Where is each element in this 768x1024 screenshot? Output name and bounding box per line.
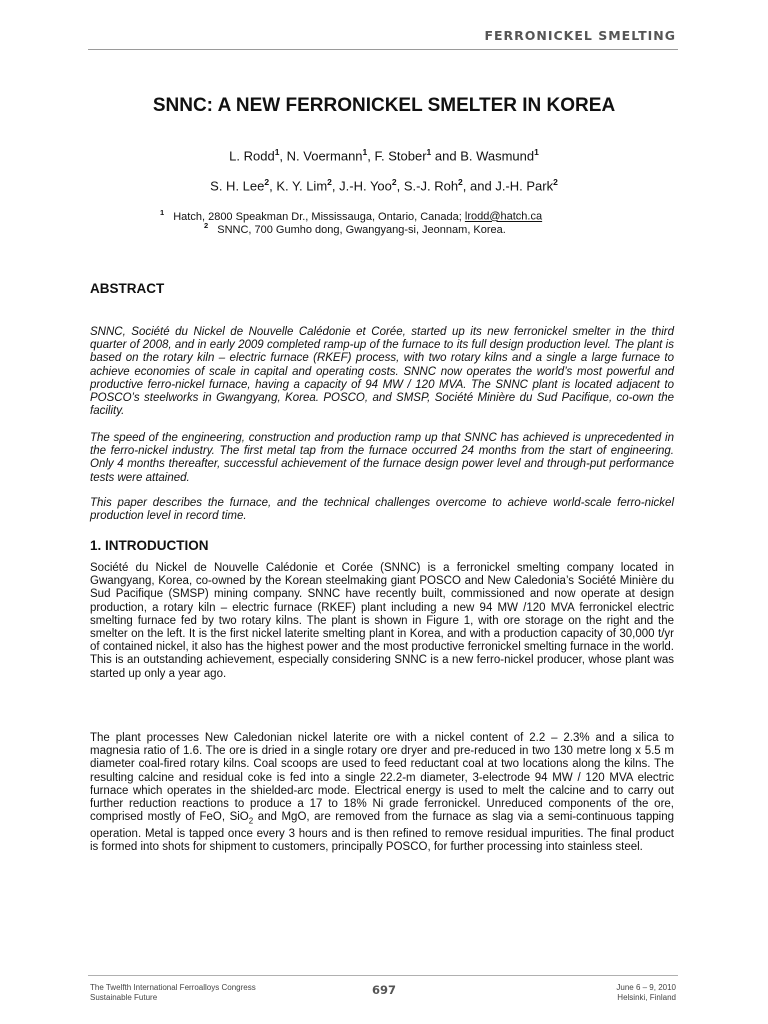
abstract-paragraph-2: The speed of the engineering, construction and production ramp up that SNNC has achieved is unprecedented in the ferro-nickel industry. The first metal tap from the furnace occurred 24 months from the start of engineering. Only 4 months thereafter, successful achievement of the furnace design power level and through-put performance tests were attained. (90, 432, 674, 484)
footer-rule (88, 975, 678, 976)
introduction-paragraph-2-part-2: and MgO, are removed from the furnace as slag via a semi-continuous tapping operation. Metal is tapped once every 3 hours and is then refined to remove residual impurities. The final product is formed into shots for shipment to customers, principally POSCO, for further processing into stainless steel. (90, 811, 674, 853)
footer-congress: The Twelfth International Ferroalloys Congress (90, 983, 256, 992)
authors-line-1: L. Rodd$^1$, N. Voermann$^1$, F. Stober$^1$ and B. Wasmund$^1$ (229, 147, 539, 164)
affiliation-2-text: SNNC, 700 Gumho dong, Gwangyang-si, Jeonnam, Korea. (217, 223, 506, 236)
author-line1-affiliation-marker-0: 1 (274, 147, 280, 157)
author-line1-affiliation-marker-3: 1 (534, 147, 539, 157)
page-number: 697 (371, 983, 396, 997)
author-line2-name-4: J.-H. Park (495, 178, 554, 194)
introduction-paragraph-2 (90, 732, 674, 854)
abstract-paragraph-1: SNNC, Société du Nickel de Nouvelle Calédonie et Corée, started up its new ferronickel smelter in the third quarter of 2008, and in early 2009 completed ramp-up of the furnace to its full design production level. The plant is based on the rotary kiln – electric furnace (RKEF) process, with two rotary kilns and a single a large furnace to achieve economies of scale in capital and operating costs. SNNC now operates the world’s most powerful and productive ferro-nickel furnace, having a capacity of 94 MW / 120 MVA. The SNNC plant is located adjacent to POSCO’s steelworks in Gwangyang, Korea. POSCO, and SMSP, Société Minière du Sud Pacifique, co-own the facility. (90, 326, 674, 418)
abstract-paragraph-3: This paper describes the furnace, and the technical challenges overcome to achieve world-scale ferro-nickel production level in record time. (90, 497, 674, 523)
paper-title: SNNC: A NEW FERRONICKEL SMELTER IN KOREA (152, 95, 616, 116)
affiliation-2 (204, 221, 506, 236)
author-line1-affiliation-marker-1: 1 (362, 147, 368, 157)
subscript-2: 2 (248, 816, 254, 826)
header-rule (88, 49, 678, 50)
footer-theme: Sustainable Future (90, 993, 158, 1002)
authors-line-2: S. H. Lee$^2$, K. Y. Lim$^2$, J.-H. Yoo$^2$, S.-J. Roh$^2$, and J.-H. Park$^2$ (210, 177, 558, 194)
author-line2-name-1: K. Y. Lim (276, 178, 328, 194)
footer-location: Helsinki, Finland (617, 993, 676, 1002)
footer-right (616, 983, 676, 1003)
author-line1-name-2: F. Stober (374, 148, 427, 164)
footer-dates: June 6 – 9, 2010 (616, 983, 676, 992)
author-line2-affiliation-marker-1: 2 (327, 177, 332, 187)
running-head: FERRONICKEL SMELTING (484, 28, 676, 43)
introduction-heading: 1. INTRODUCTION (90, 538, 209, 553)
author-line2-affiliation-marker-2: 2 (391, 177, 397, 187)
author-line1-affiliation-marker-2: 1 (426, 147, 432, 157)
affiliation-email-link[interactable]: lrodd@hatch.ca (464, 210, 543, 223)
introduction-paragraph-1: Société du Nickel de Nouvelle Calédonie et Corée (SNNC) is a ferronickel smelting company located in Gwangyang, Korea, co-owned by the Korean steelmaking giant POSCO and New Caledonia’s Société Minière du Sud Pacifique (SMSP) mining company. SNNC have recently built, commissioned and now operate at design production, a rotary kiln – electric furnace (RKEF) plant including a new 94 MW /120 MVA ferronickel electric smelting furnace fed by two rotary kilns. The plant is shown in Figure 1, with ore storage on the right and the smelter on the left. It is the first nickel laterite smelting plant in Korea, and with a production capacity of 30,000 t/yr of contained nickel, it also has the highest power and the most productive ferronickel smelting furnace in the world. This is an outstanding achievement, especially considering SNNC is a new ferro-nickel producer, whose plant was started up only a year ago. (90, 562, 674, 680)
author-line1-name-3: B. Wasmund (460, 148, 535, 164)
author-line2-affiliation-marker-0: 2 (264, 177, 270, 187)
author-line2-name-3: S.-J. Roh (403, 178, 459, 194)
affiliation-1-marker: 1 (160, 208, 165, 217)
affiliation-1-text: Hatch, 2800 Speakman Dr., Mississauga, Ontario, Canada; (173, 210, 465, 223)
author-line2-name-2: J.-H. Yoo (339, 178, 392, 194)
affiliation-2-marker: 2 (204, 221, 209, 230)
author-line2-affiliation-marker-3: 2 (458, 177, 463, 187)
author-line2-name-0: S. H. Lee (210, 178, 265, 194)
introduction-paragraph-2-part-1: The plant processes New Caledonian nickel laterite ore with a nickel content of 2.2 – 2.3% and a silica to magnesia ratio of 1.6. The ore is dried in a single rotary ore dryer and pre-reduced in two 130 metre long x 5.5 m diameter coal-fired rotary kilns. Coal scoops are used to feed reductant coal at two locations along the kilns. The resulting calcine and residual coke is fed into a single 22.2-m diameter, 3-electrode 94 MW / 120 MVA electric furnace which operates in the shielded-arc mode. Electrical energy is used to melt the calcine and to carry out further reduction reactions to produce a 17 to 18% Ni grade ferronickel. Unreduced components of the ore, comprised mostly of FeO, SiO (90, 732, 674, 824)
author-line2-affiliation-marker-4: 2 (553, 177, 558, 187)
author-line1-name-0: L. Rodd (229, 148, 275, 164)
abstract-heading: ABSTRACT (90, 281, 165, 296)
author-line1-name-1: N. Voermann (286, 148, 363, 164)
